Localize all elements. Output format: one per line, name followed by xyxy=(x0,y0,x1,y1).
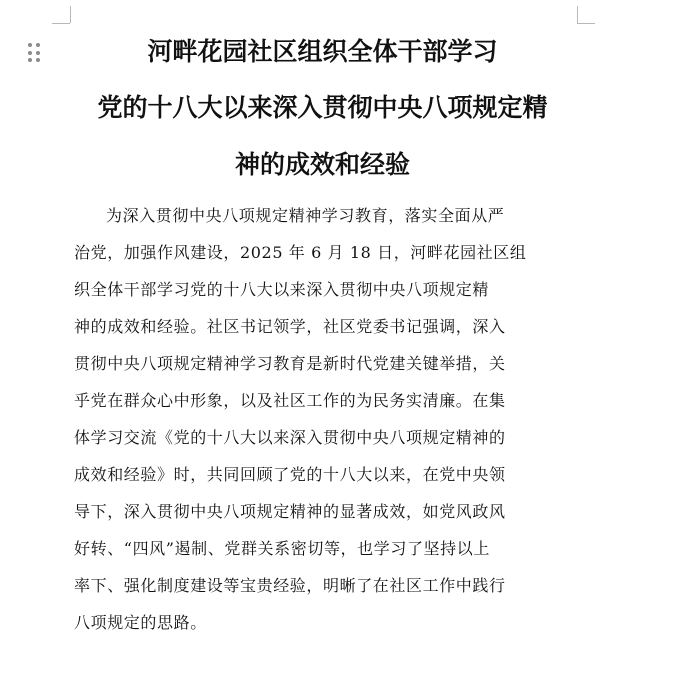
body-line-11: 率下、强化制度建设等宝贵经验，明晰了在社区工作中践行 xyxy=(74,576,506,595)
body-line-6: 乎党在群众心中形象，以及社区工作的为民务实清廉。在集 xyxy=(74,391,506,410)
crop-mark-top-left-horizontal xyxy=(52,23,70,24)
body-line-1: 为深入贯彻中央八项规定精神学习教育，落实全面从严 xyxy=(106,206,505,225)
body-line-5: 贯彻中央八项规定精神学习教育是新时代党建关键举措，关 xyxy=(74,354,506,373)
document-title-line-1: 河畔花园社区组织全体干部学习 xyxy=(147,37,498,66)
crop-mark-top-right-vertical xyxy=(577,6,578,23)
body-line-8: 成效和经验》时，共同回顾了党的十八大以来，在党中央领 xyxy=(74,465,506,484)
drag-handle-icon[interactable] xyxy=(28,43,40,63)
body-line-2: 治党，加强作风建设，2025 年 6 月 18 日，河畔花园社区组 xyxy=(74,243,527,262)
body-line-7: 体学习交流《党的十八大以来深入贯彻中央八项规定精神的 xyxy=(74,428,506,447)
body-line-3: 织全体干部学习党的十八大以来深入贯彻中央八项规定精 xyxy=(74,280,490,299)
body-line-12: 八项规定的思路。 xyxy=(74,613,207,632)
crop-mark-top-right-horizontal xyxy=(577,23,595,24)
body-line-10: 好转、“四风”遏制、党群关系密切等，也学习了坚持以上 xyxy=(74,539,490,558)
body-line-4: 神的成效和经验。社区书记领学，社区党委书记强调，深入 xyxy=(74,317,506,336)
crop-mark-top-left-vertical xyxy=(70,6,71,23)
document-title-line-2: 党的十八大以来深入贯彻中央八项规定精 xyxy=(97,93,548,122)
document-title-line-3: 神的成效和经验 xyxy=(234,150,410,179)
body-line-9: 导下，深入贯彻中央八项规定精神的显著成效，如党风政风 xyxy=(74,502,506,521)
